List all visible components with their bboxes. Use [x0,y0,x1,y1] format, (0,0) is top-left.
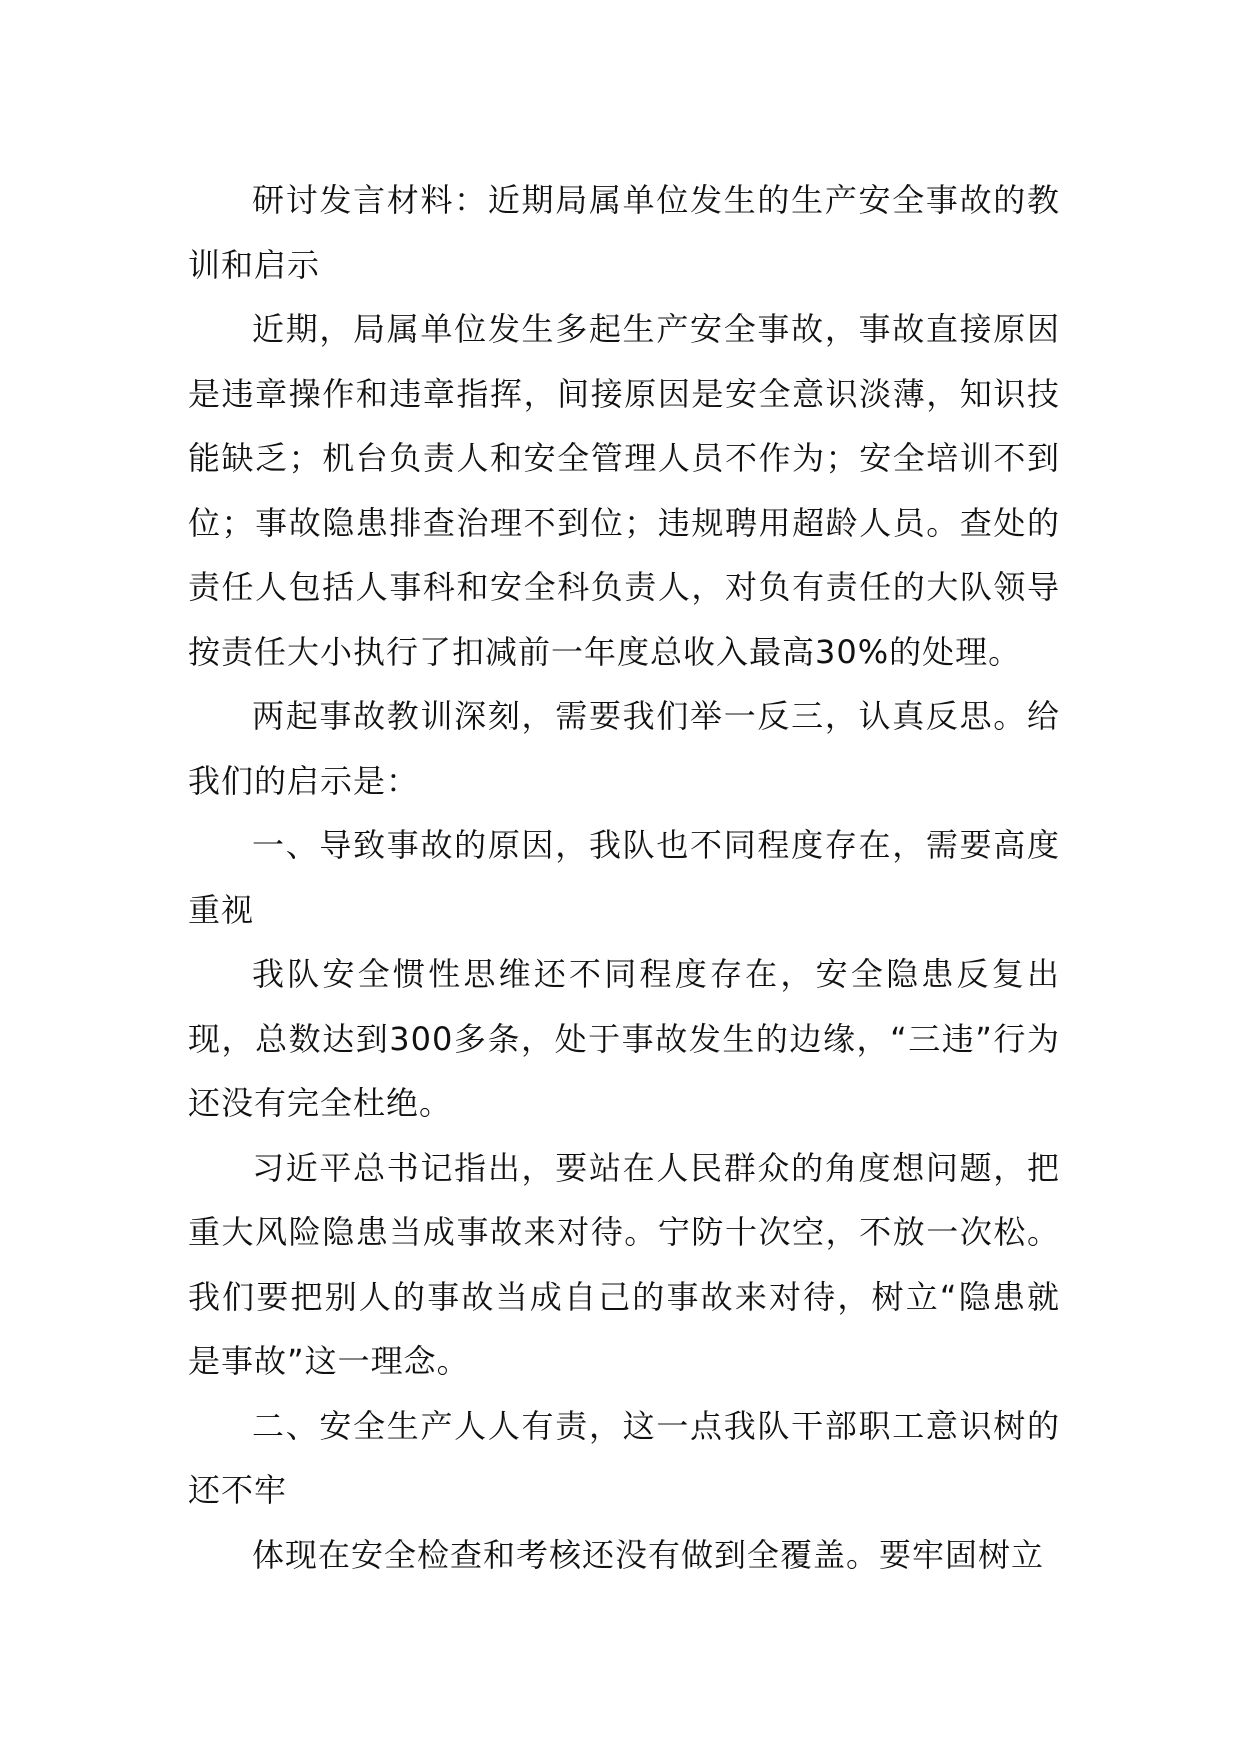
document-body [188,168,1060,1587]
paragraph-inspection: 体现在安全检查和考核还没有做到全覆盖。要牢固树立 [252,1535,1045,1574]
paragraph-team-status: 我队安全惯性思维还不同程度存在，安全隐患反复出现，总数达到300多条，处于事故发生的边缘，“三违”行为还没有完全杜绝。 [188,955,1060,1122]
section-heading-1: 一、导致事故的原因，我队也不同程度存在，需要高度重视 [188,826,1060,929]
paragraph-quote: 习近平总书记指出，要站在人民群众的角度想问题，把重大风险隐患当成事故来对待。宁防十次空，不放一次松。我们要把别人的事故当成自己的事故来对待，树立“隐患就是事故”这一理念。 [188,1148,1060,1380]
section-heading-2: 二、安全生产人人有责，这一点我队干部职工意识树的还不牢 [188,1406,1060,1509]
paragraph-accident-summary: 近期，局属单位发生多起生产安全事故，事故直接原因是违章操作和违章指挥，间接原因是安全意识淡薄，知识技能缺乏；机台负责人和安全管理人员不作为；安全培训不到位；事故隐患排查治理不到位；违规聘用超龄人员。查处的责任人包括人事科和安全科负责人，对负有责任的大队领导按责任大小执行了扣减前一年度总收入最高30%的处理。 [188,310,1060,671]
paragraph-lessons-intro: 两起事故教训深刻，需要我们举一反三，认真反思。给我们的启示是： [188,697,1060,800]
document-title: 研讨发言材料：近期局属单位发生的生产安全事故的教训和启示 [188,181,1060,284]
